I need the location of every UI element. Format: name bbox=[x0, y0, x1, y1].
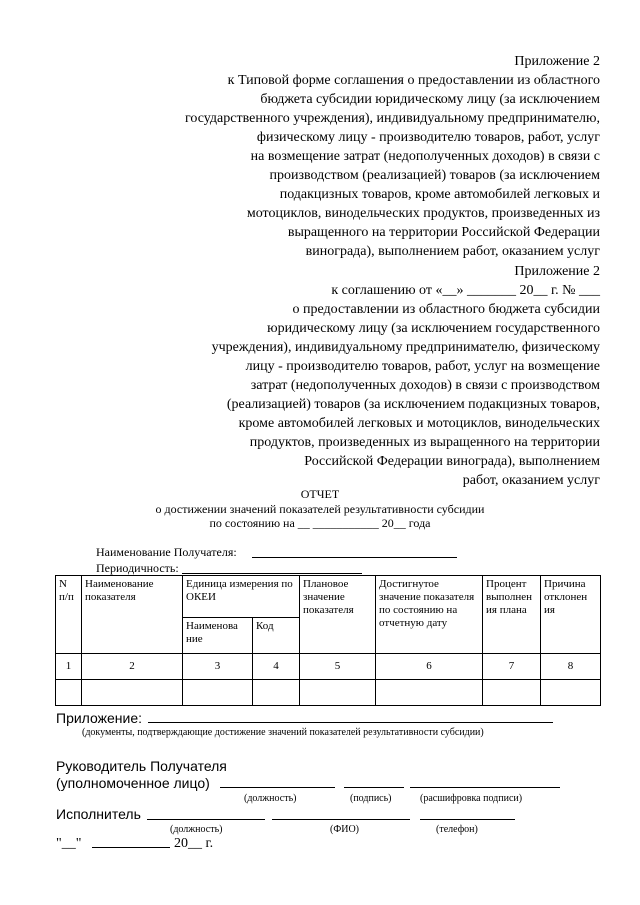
head-label-line1: Руководитель Получателя bbox=[56, 758, 227, 774]
table-row bbox=[56, 680, 601, 706]
caption-phone: (телефон) bbox=[436, 824, 478, 835]
annex2-line: продуктов, произведенных из выращенного на территории bbox=[249, 435, 600, 450]
table-cell[interactable] bbox=[483, 680, 541, 706]
report-subtitle: о достижении значений показателей результативности субсидии bbox=[155, 502, 485, 516]
annex2-line: учреждения), индивидуальному предпринимателю, физическому bbox=[211, 340, 600, 355]
annex2-text bbox=[212, 281, 600, 490]
head-position-line[interactable] bbox=[220, 787, 335, 788]
annex1-line: к Типовой форме соглашения о предоставлении из областного bbox=[227, 73, 600, 88]
head-signature-line[interactable] bbox=[344, 787, 404, 788]
attachment-label: Приложение: bbox=[56, 710, 143, 726]
col-number: 6 bbox=[376, 654, 483, 680]
caption-executor-position: (должность) bbox=[170, 824, 223, 835]
table-cell[interactable] bbox=[541, 680, 601, 706]
table-cell[interactable] bbox=[82, 680, 183, 706]
annex2-line: работ, оказанием услуг bbox=[462, 473, 600, 488]
annex1-line: винограда), выполнением работ, оказанием услуг bbox=[305, 244, 600, 259]
header-name: Наименование показателя bbox=[82, 576, 183, 654]
caption-signature: (подпись) bbox=[350, 793, 392, 804]
annex2-line: Российской Федерации винограда), выполнением bbox=[304, 454, 600, 469]
caption-decoding: (расшифровка подписи) bbox=[420, 793, 523, 804]
executor-phone-line[interactable] bbox=[420, 819, 515, 820]
date-month-line[interactable] bbox=[92, 847, 170, 848]
annex2-line: о предоставлении из областного бюджета субсидии bbox=[292, 302, 600, 317]
table-cell[interactable] bbox=[376, 680, 483, 706]
annex2-line: лицу - производителю товаров, работ, услуг на возмещение bbox=[245, 359, 600, 374]
annex1-title: Приложение 2 bbox=[514, 54, 600, 69]
periodicity-field-line[interactable] bbox=[182, 573, 362, 574]
header-achieved: Достигнутое значение показателя по состоянию на отчетную дату bbox=[376, 576, 483, 654]
col-number: 1 bbox=[56, 654, 82, 680]
table-cell[interactable] bbox=[300, 680, 376, 706]
header-reason: Причина отклонен ия bbox=[541, 576, 601, 654]
annex2-line: кроме автомобилей легковых и мотоциклов, винодельческих bbox=[238, 416, 600, 431]
annex1-line: выращенного на территории Российской Федерации bbox=[287, 225, 600, 240]
periodicity-label: Периодичность: bbox=[96, 561, 179, 575]
annex2-line: (реализацией) товаров (за исключением подакцизных товаров, bbox=[226, 397, 600, 412]
annex2-line: затрат (недополученных доходов) в связи с производством bbox=[250, 378, 600, 393]
attachment-note: (документы, подтверждающие достижение значений показателей результативности субсидии) bbox=[82, 727, 484, 738]
header-unit-name: Наименова ние bbox=[183, 618, 253, 654]
col-number: 4 bbox=[253, 654, 300, 680]
annex2-title: Приложение 2 bbox=[514, 264, 600, 279]
report-table bbox=[55, 575, 601, 706]
annex1-line: подакцизных товаров, кроме автомобилей легковых и bbox=[279, 187, 600, 202]
date-day: "__" bbox=[56, 836, 82, 851]
table-numbers-row bbox=[56, 654, 601, 680]
caption-position: (должность) bbox=[244, 793, 297, 804]
annex1-line: производством (реализацией) товаров (за исключением bbox=[269, 168, 600, 183]
col-number: 7 bbox=[483, 654, 541, 680]
col-number: 2 bbox=[82, 654, 183, 680]
executor-label: Исполнитель bbox=[56, 806, 141, 822]
annex1-line: бюджета субсидии юридическому лицу (за исключением bbox=[260, 92, 600, 107]
table-cell[interactable] bbox=[183, 680, 253, 706]
report-title: ОТЧЕТ bbox=[300, 487, 340, 501]
caption-fio: (ФИО) bbox=[330, 824, 360, 835]
annex1-line: на возмещение затрат (недополученных доходов) в связи с bbox=[250, 149, 600, 164]
executor-position-line[interactable] bbox=[147, 819, 265, 820]
col-number: 5 bbox=[300, 654, 376, 680]
header-unit: Единица измерения по ОКЕИ bbox=[183, 576, 300, 618]
annex2-line: к соглашению от «__» _______ 20__ г. № ___ bbox=[331, 283, 600, 298]
head-decoding-line[interactable] bbox=[410, 787, 560, 788]
header-percent: Процент выполнен ия плана bbox=[483, 576, 541, 654]
attachment-field-line[interactable] bbox=[148, 722, 553, 723]
head-label-line2: (уполномоченное лицо) bbox=[56, 775, 210, 791]
report-date-line: по состоянию на __ ___________ 20__ года bbox=[209, 516, 431, 530]
annex2-line: юридическому лицу (за исключением государственного bbox=[267, 321, 600, 336]
col-number: 3 bbox=[183, 654, 253, 680]
table-cell[interactable] bbox=[56, 680, 82, 706]
annex1-line: физическому лицу - производителю товаров, работ, услуг bbox=[256, 130, 600, 145]
date-year: 20__ г. bbox=[174, 836, 214, 851]
executor-fio-line[interactable] bbox=[272, 819, 410, 820]
col-number: 8 bbox=[541, 654, 601, 680]
annex1-text bbox=[185, 71, 600, 261]
table-cell[interactable] bbox=[253, 680, 300, 706]
header-unit-code: Код bbox=[253, 618, 300, 654]
recipient-field-line[interactable] bbox=[252, 557, 457, 558]
header-num: N п/п bbox=[56, 576, 82, 654]
annex1-line: государственного учреждения), индивидуальному предпринимателю, bbox=[185, 111, 600, 126]
header-plan: Плановое значение показателя bbox=[300, 576, 376, 654]
annex1-line: мотоциклов, винодельческих продуктов, произведенных из bbox=[246, 206, 600, 221]
table-header-row bbox=[56, 576, 601, 618]
recipient-label: Наименование Получателя: bbox=[96, 545, 237, 559]
